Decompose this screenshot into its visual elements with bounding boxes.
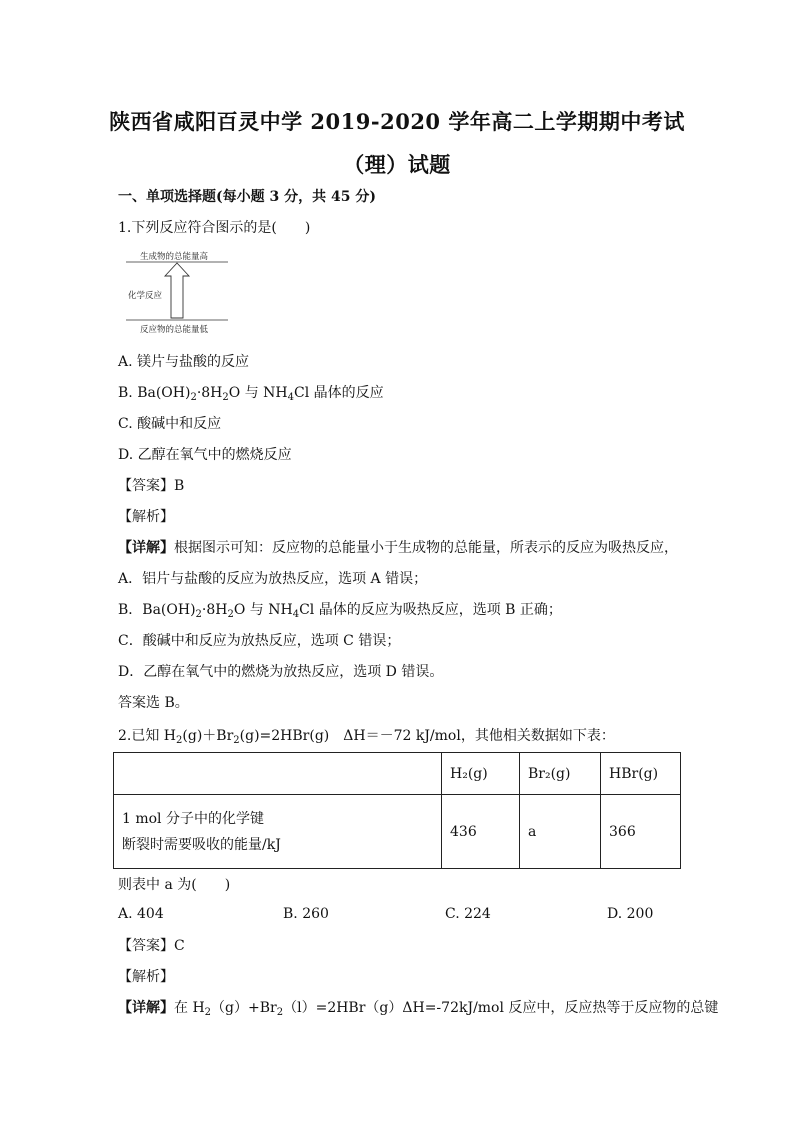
table-cell-hbr: 366 (601, 795, 681, 869)
energy-diagram (122, 248, 232, 338)
q1-explain-c: C．酸碱中和反应为放热反应，选项 C 错误； (118, 633, 401, 649)
q1-explain-d: D．乙醇在氧气中的燃烧为放热反应，选项 D 错误。 (118, 664, 444, 680)
title-line-1: 陕西省咸阳百灵中学 2019-2020 学年高二上学期期中考试 (109, 109, 685, 134)
q1-explain-b: B．$Ba(OH)_2\cdot 8H_2O$ 与 $NH_4Cl$ 晶体的反应为吸热反应，选项 B 正确； (118, 602, 562, 620)
title-line-2: （理）试题 (343, 152, 451, 177)
diagram-up-arrow-icon (165, 263, 189, 318)
q2-stem: 2.已知 $H_2(g)+Br_2(g)=2HBr(g)$ ΔH＝－72 kJ/mol，其他相关数据如下表： (118, 728, 615, 746)
q1-answer: 【答案】B (118, 478, 185, 494)
table-header-row (114, 753, 681, 795)
table-row (114, 795, 681, 869)
q2-option-c: C. 224 (445, 906, 491, 922)
table-header-h2: H₂(g) (442, 753, 520, 795)
bond-energy-table (113, 752, 681, 869)
q2-option-a: A. 404 (118, 906, 164, 922)
q1-final-answer: 答案选 B。 (118, 695, 189, 711)
diagram-bottom-label: 反应物的总能量低 (140, 325, 209, 335)
table-row-label: 1 mol 分子中的化学键 断裂时需要吸收的能量/kJ (114, 795, 442, 869)
table-header-br2: Br₂(g) (520, 753, 601, 795)
q1-option-b: B. $Ba(OH)_2\cdot 8H_2O$ 与 $NH_4Cl$ 晶体的反应 (118, 385, 384, 403)
diagram-top-label: 生成物的总能量高 (140, 252, 209, 262)
section-heading: 一、单项选择题(每小题 3 分，共 45 分) (118, 189, 376, 205)
q2-option-d: D. 200 (607, 906, 654, 922)
q1-detail: 【详解】根据图示可知：反应物的总能量小于生成物的总能量，所表示的反应为吸热反应， (118, 540, 678, 556)
q1-option-d: D. 乙醇在氧气中的燃烧反应 (118, 447, 292, 463)
q2-answer: 【答案】C (118, 938, 185, 954)
q1-stem: 1.下列反应符合图示的是( ) (118, 220, 311, 236)
diagram-middle-label: 化学反应 (128, 291, 163, 301)
q1-option-c: C. 酸碱中和反应 (118, 416, 222, 432)
q2-option-b: B. 260 (283, 906, 329, 922)
q1-analysis-label: 【解析】 (118, 509, 174, 525)
q2-ask: 则表中 a 为( ) (118, 877, 231, 893)
table-cell-h2: 436 (442, 795, 520, 869)
q2-detail: 【详解】在 $H_2(g)+Br_2(l)=2HBr(g)\Delta H=-72kJ$/mol 反应中，反应热等于反应物的总键 (118, 1000, 719, 1018)
q2-analysis-label: 【解析】 (118, 969, 174, 985)
q1-option-a: A. 镁片与盐酸的反应 (118, 354, 250, 370)
table-header-hbr: HBr(g) (601, 753, 681, 795)
table-header-empty (114, 753, 442, 795)
q1-explain-a: A．铝片与盐酸的反应为放热反应，选项 A 错误； (118, 571, 428, 587)
table-cell-br2: a (520, 795, 601, 869)
